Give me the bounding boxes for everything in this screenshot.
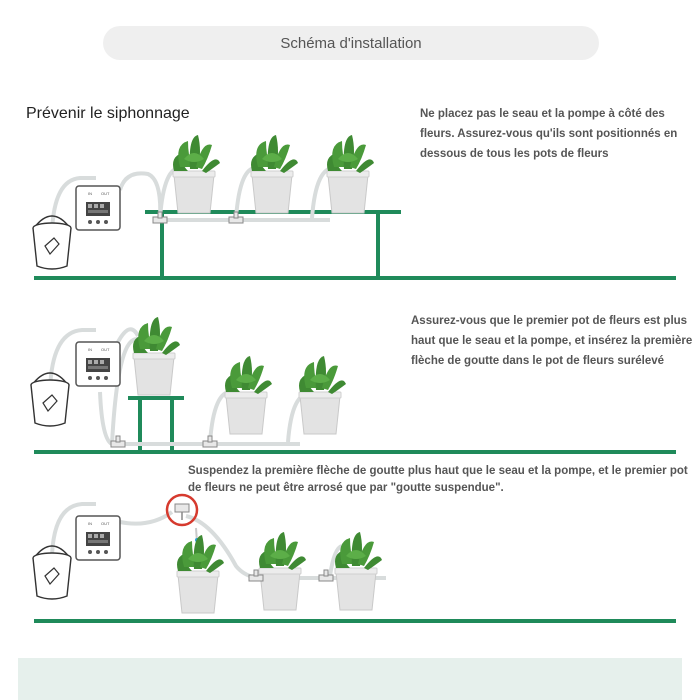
bucket-icon (33, 216, 71, 269)
potted-plant-icon (251, 135, 298, 213)
potted-plant-icon (259, 532, 306, 610)
note-scenario-1: Ne placez pas le seau et la pompe à côté des fleurs. Assurez-vous qu'ils sont positionnés en dessous de tous les pots de fleurs (420, 108, 678, 160)
potted-plant-icon (173, 135, 220, 213)
section-title: Prévenir le siphonnage (26, 105, 190, 122)
pump-controller-icon (76, 516, 120, 560)
potted-plant-icon (335, 532, 382, 610)
scenario-1-diagram (33, 135, 676, 278)
note-scenario-2: Assurez-vous que le premier pot de fleurs est plus haut que le seau et la pompe, et insérez la première flèche de goutte dans le pot de fleurs surélevé (411, 315, 693, 367)
potted-plant-icon (133, 317, 180, 395)
potted-plant-icon (177, 535, 224, 613)
potted-plant-icon (327, 135, 374, 213)
pump-controller-icon (76, 342, 120, 386)
bucket-icon (31, 373, 69, 426)
potted-plant-icon (299, 356, 346, 434)
tee-connector-icon (203, 436, 217, 447)
scenario-3-diagram (33, 495, 676, 621)
note-scenario-3: Suspendez la première flèche de goutte plus haut que le seau et la pompe, et le premier pot de fleurs ne peut être arrosé que par "goutte suspendue". (188, 465, 688, 494)
potted-plant-icon (225, 356, 272, 434)
installation-diagram-header: Schéma d'installation (103, 26, 599, 60)
bucket-icon (33, 546, 71, 599)
pump-controller-icon (76, 186, 120, 230)
scenario-2-diagram (31, 317, 676, 452)
footer-band (18, 658, 682, 700)
